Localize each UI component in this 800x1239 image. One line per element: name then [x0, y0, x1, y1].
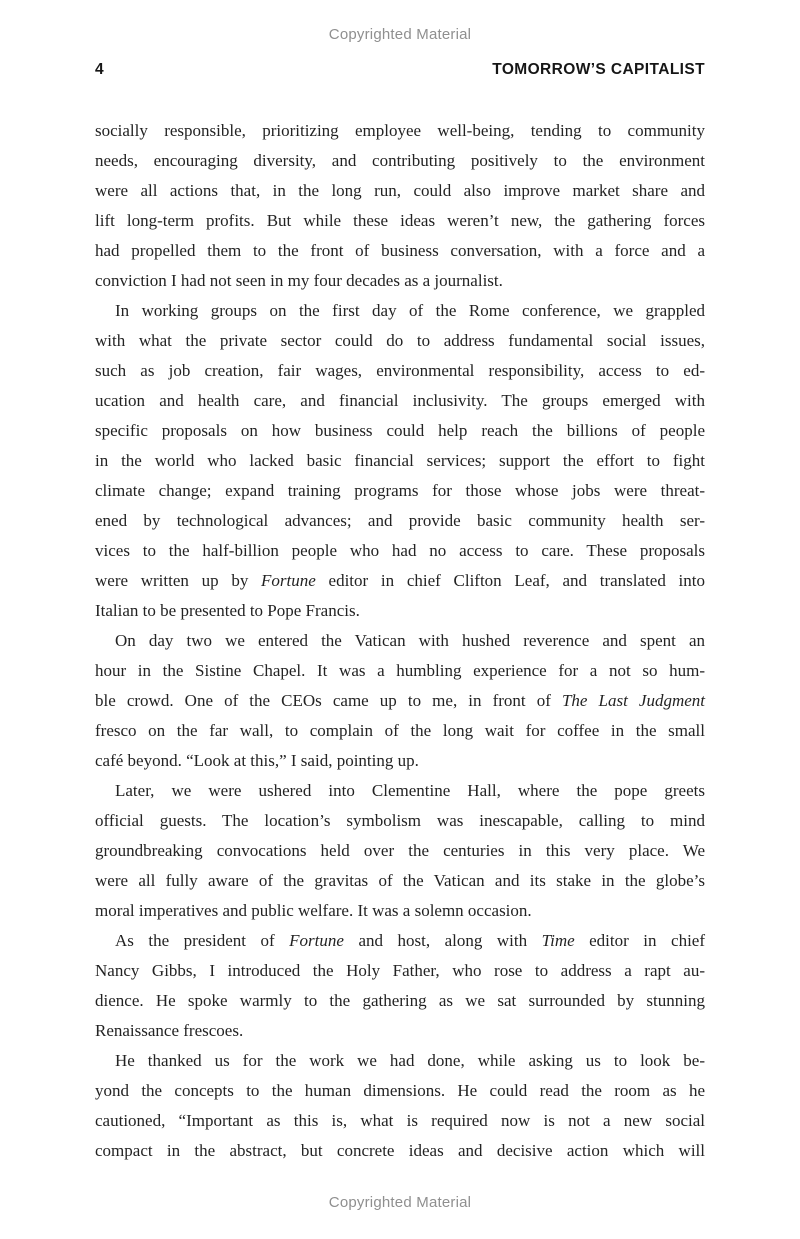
text-line [95, 446, 705, 476]
text-line [95, 476, 705, 506]
copyright-watermark-bottom: Copyrighted Material [328, 1194, 472, 1211]
text-segment: socially responsible, prioritizing employee well-being, tending to community [95, 121, 705, 140]
text-line [95, 386, 705, 416]
text-line [95, 236, 705, 266]
text-segment: café beyond. “Look at this,” I said, pointing up. [95, 751, 419, 770]
text-segment: He thanked us for the work we had done, while asking us to look be- [115, 1051, 705, 1070]
text-line [95, 266, 705, 296]
text-segment: editor in chief [574, 931, 705, 950]
page-number: 4 [95, 61, 104, 78]
text-segment: cautioned, “Important as this is, what is required now is not a new social [95, 1111, 705, 1130]
text-line [95, 866, 705, 896]
text-line [95, 746, 705, 776]
text-segment: ucation and health care, and financial inclusivity. The groups emerged with [95, 391, 705, 410]
text-line [95, 686, 705, 716]
text-segment: with what the private sector could do to address fundamental social issues, [95, 331, 705, 350]
text-line [95, 716, 705, 746]
text-line [95, 146, 705, 176]
paragraph [95, 116, 705, 296]
text-segment: climate change; expand training programs for those whose jobs were threat- [95, 481, 705, 500]
paragraph [95, 296, 705, 626]
text-segment: ble crowd. One of the CEOs came up to me, in front of [95, 691, 562, 710]
text-line [95, 356, 705, 386]
text-line [95, 986, 705, 1016]
text-segment: were all fully aware of the gravitas of the Vatican and its stake in the globe’s [95, 871, 705, 890]
text-segment: dience. He spoke warmly to the gathering as we sat surrounded by stunning [95, 991, 705, 1010]
text-line [95, 956, 705, 986]
text-segment: in the world who lacked basic financial services; support the effort to fight [95, 451, 705, 470]
running-header: TOMORROW’S CAPITALIST [492, 61, 705, 78]
text-segment: had propelled them to the front of business conversation, with a force and a [95, 241, 705, 260]
paragraph [95, 926, 705, 1046]
text-segment: fresco on the far wall, to complain of the long wait for coffee in the small [95, 721, 705, 740]
text-line [95, 566, 705, 596]
text-segment: hour in the Sistine Chapel. It was a humbling experience for a not so hum- [95, 661, 705, 680]
italic-text: Time [541, 931, 575, 950]
text-line [95, 116, 705, 146]
text-line [95, 1106, 705, 1136]
text-segment: On day two we entered the Vatican with hushed reverence and spent an [115, 631, 705, 650]
text-line [95, 296, 705, 326]
text-segment: lift long-term profits. But while these ideas weren’t new, the gathering forces [95, 211, 705, 230]
text-line [95, 176, 705, 206]
text-segment: Later, we were ushered into Clementine Hall, where the pope greets [115, 781, 705, 800]
copyright-watermark-top: Copyrighted Material [328, 26, 472, 43]
text-line [95, 926, 705, 956]
text-line [95, 656, 705, 686]
italic-text: The Last Judgment [561, 691, 705, 710]
text-segment: specific proposals on how business could help reach the billions of people [95, 421, 705, 440]
text-line [95, 1016, 705, 1046]
text-line [95, 626, 705, 656]
text-line [95, 896, 705, 926]
text-segment: As the president of [115, 931, 290, 950]
italic-text: Fortune [289, 931, 344, 950]
text-line [95, 806, 705, 836]
text-line [95, 416, 705, 446]
text-line [95, 206, 705, 236]
text-line [95, 536, 705, 566]
text-line [95, 1046, 705, 1076]
text-segment: compact in the abstract, but concrete ideas and decisive action which will [95, 1141, 705, 1160]
text-segment: official guests. The location’s symbolism was inescapable, calling to mind [95, 811, 705, 830]
paragraph [95, 1046, 705, 1166]
text-segment: ened by technological advances; and provide basic community health ser- [95, 511, 705, 530]
paragraph [95, 626, 705, 776]
text-segment: moral imperatives and public welfare. It was a solemn occasion. [95, 901, 532, 920]
text-segment: yond the concepts to the human dimensions. He could read the room as he [95, 1081, 705, 1100]
paragraph [95, 776, 705, 926]
text-line [95, 506, 705, 536]
page-header [95, 61, 705, 79]
text-segment: Italian to be presented to Pope Francis. [95, 601, 360, 620]
text-line [95, 326, 705, 356]
text-segment: editor in chief Clifton Leaf, and translated into [315, 571, 705, 590]
text-segment: such as job creation, fair wages, environmental responsibility, access to ed- [95, 361, 705, 380]
text-line [95, 1136, 705, 1166]
text-segment: needs, encouraging diversity, and contributing positively to the environment [95, 151, 705, 170]
text-segment: were all actions that, in the long run, could also improve market share and [95, 181, 705, 200]
text-segment: In working groups on the first day of the Rome conference, we grappled [115, 301, 705, 320]
body-text [95, 116, 705, 1166]
italic-text: Fortune [261, 571, 316, 590]
text-segment: conviction I had not seen in my four decades as a journalist. [95, 271, 503, 290]
text-segment: groundbreaking convocations held over the centuries in this very place. We [95, 841, 705, 860]
text-line [95, 776, 705, 806]
text-line [95, 1076, 705, 1106]
text-segment: Nancy Gibbs, I introduced the Holy Father, who rose to address a rapt au- [95, 961, 705, 980]
text-segment: and host, along with [343, 931, 542, 950]
text-line [95, 596, 705, 626]
text-segment: vices to the half-billion people who had no access to care. These proposals [95, 541, 705, 560]
text-segment: were written up by [95, 571, 262, 590]
text-line [95, 836, 705, 866]
text-segment: Renaissance frescoes. [95, 1021, 244, 1040]
